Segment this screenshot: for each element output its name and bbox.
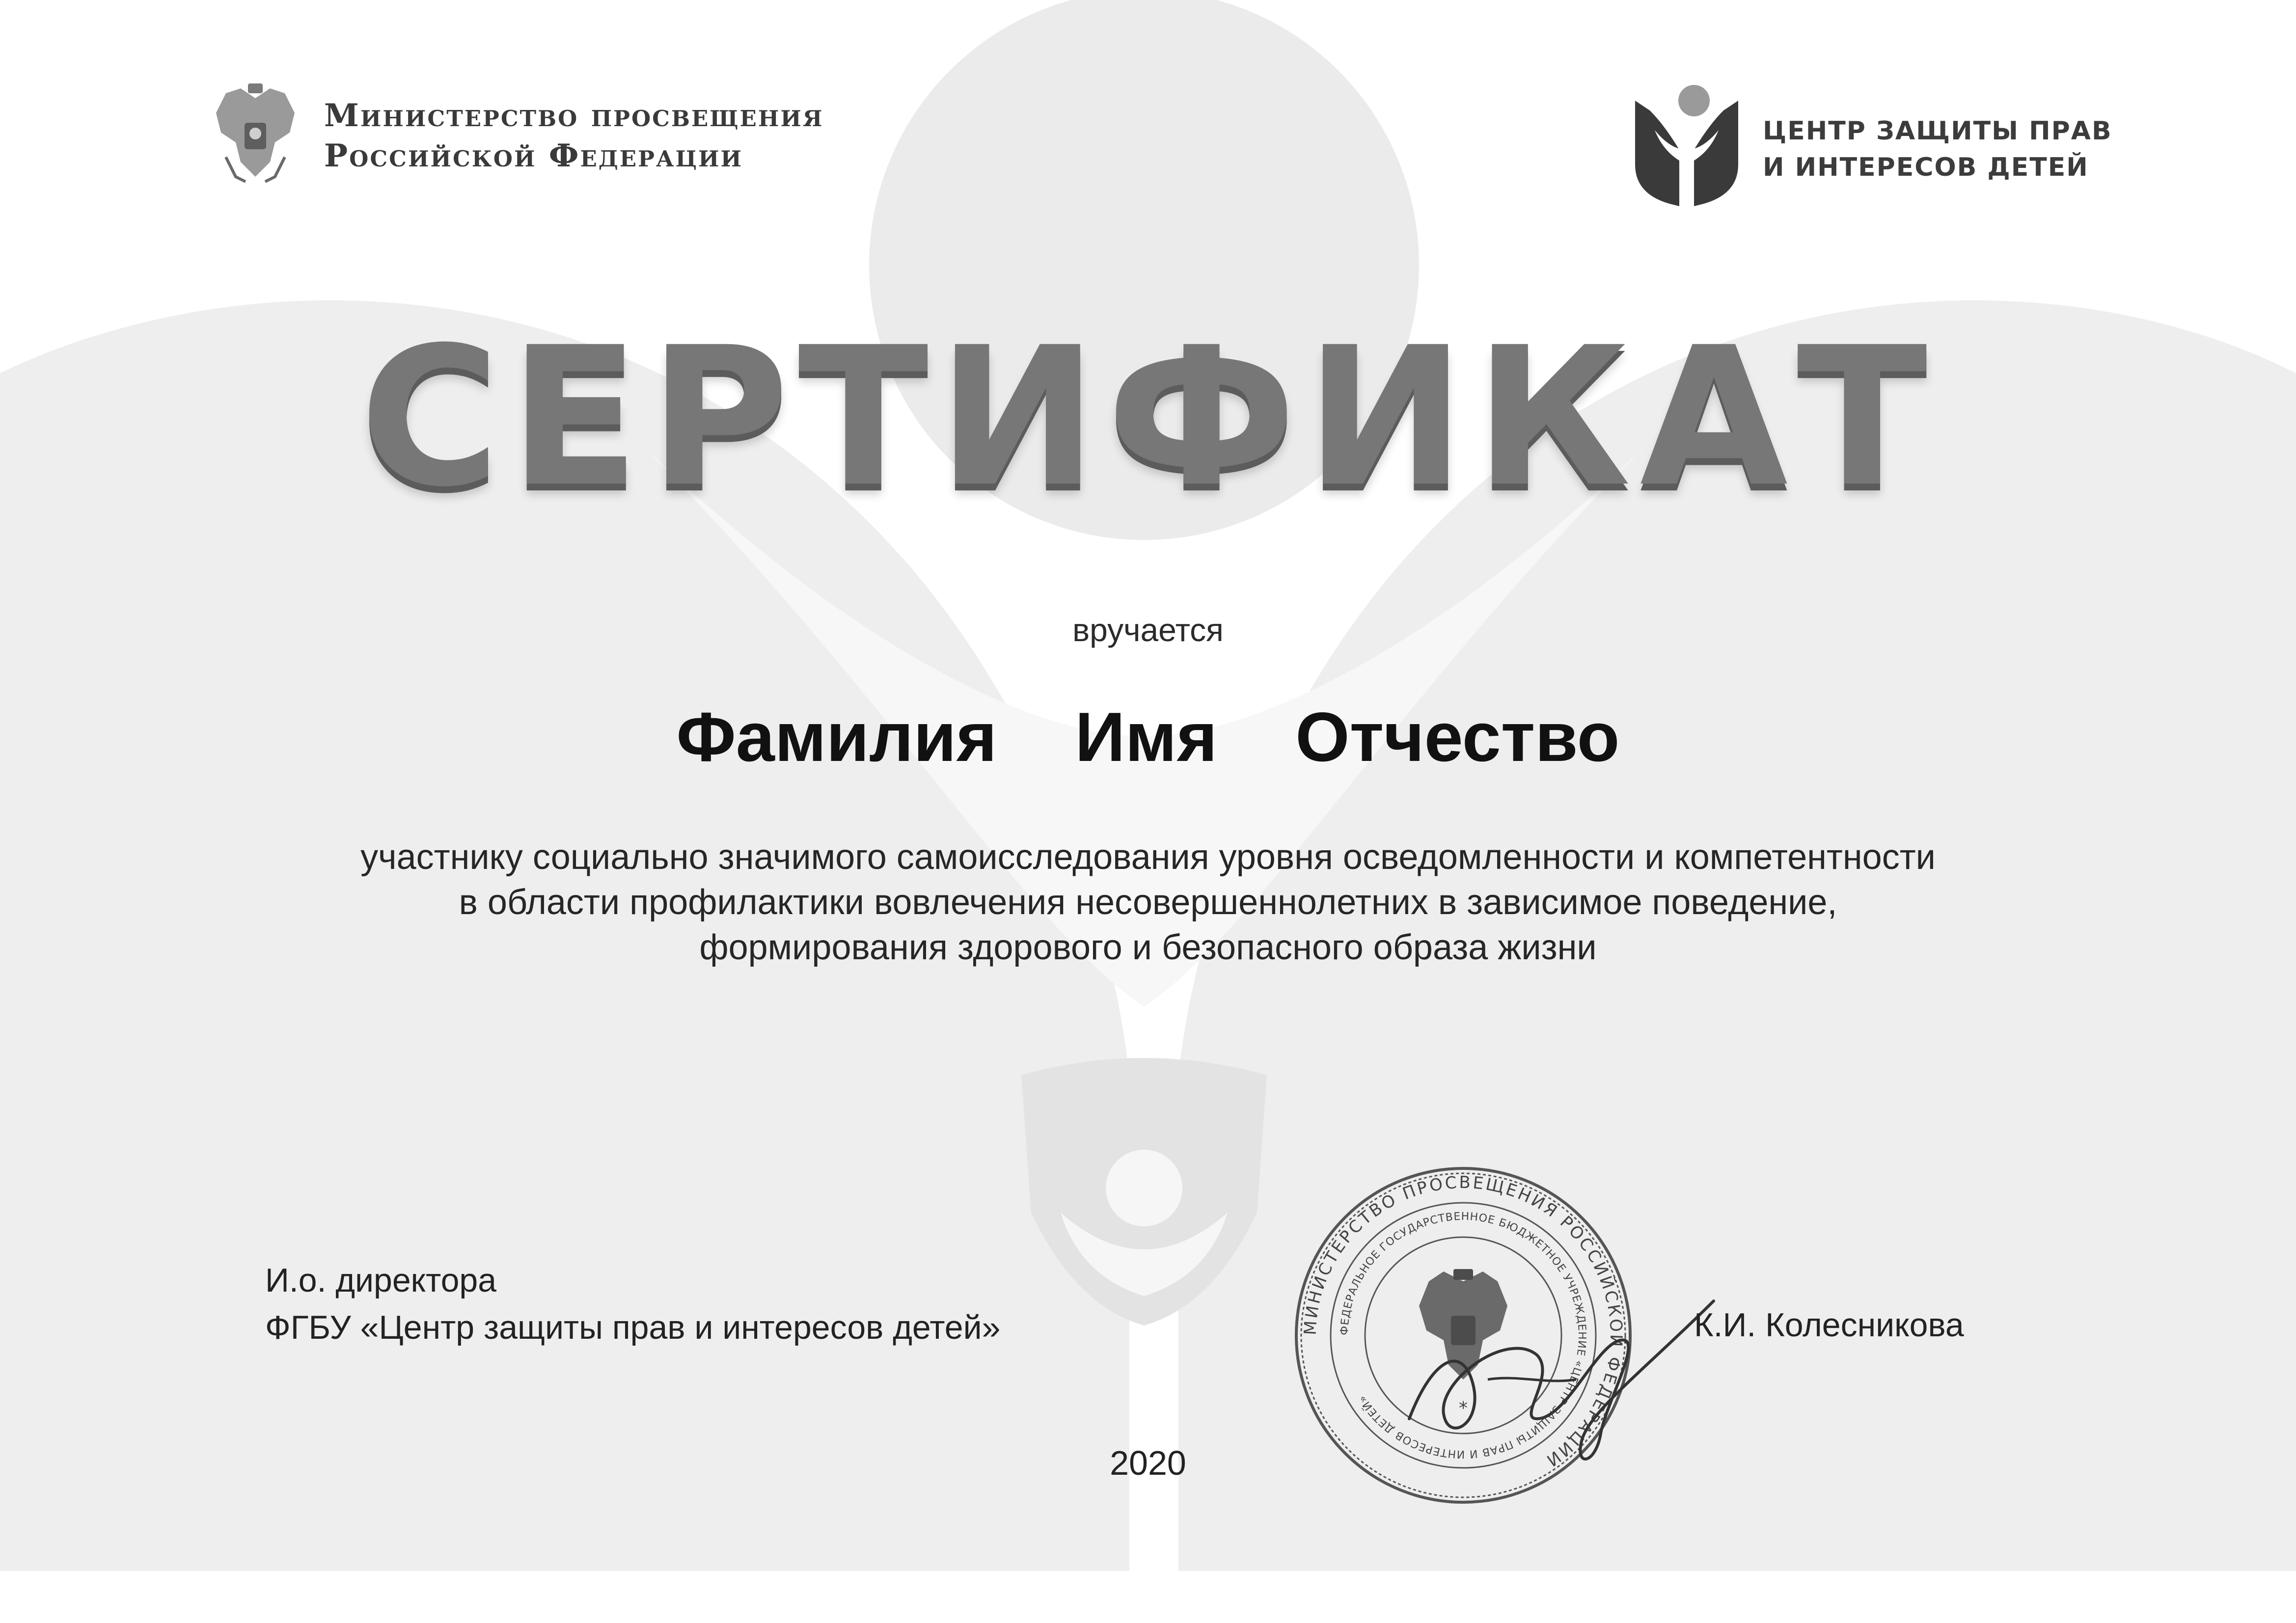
seal-inner-text: ФЕДЕРАЛЬНОЕ ГОСУДАРСТВЕННОЕ БЮДЖЕТНОЕ УЧРЕЖДЕНИЕ «ЦЕНТР ЗАЩИТЫ ПРАВ И ИНТЕРЕСОВ ДЕТЕЙ»: [1338, 1210, 1588, 1461]
signer-position: [265, 1257, 1247, 1351]
center-name: [1763, 113, 2205, 186]
ministry-name-line-2: Российской Федерации: [324, 137, 743, 174]
center-logo-icon: [1625, 81, 1748, 214]
center-name-line-1: ЦЕНТР ЗАЩИТЫ ПРАВ: [1763, 116, 2112, 146]
description-line-3: формирования здорового и безопасного образа жизни: [699, 928, 1597, 967]
signer-position-line-2: ФГБУ «Центр защиты прав и интересов детей»: [265, 1309, 1001, 1346]
description-line-1: участнику социально значимого самоисследования уровня осведомленности и компетентности: [360, 838, 1936, 877]
signer-name: К.И. Колесникова: [1694, 1306, 1964, 1344]
recipient-name: Фамилия Имя Отчество: [676, 698, 1620, 776]
ministry-name-line-1: Министерство просвещения: [324, 97, 824, 134]
awarded-label: вручается: [1072, 612, 1224, 648]
description: [147, 835, 2149, 970]
signer-position-line-1: И.о. директора: [265, 1262, 497, 1299]
issue-year: 2020: [1110, 1444, 1186, 1482]
svg-text:*: *: [1459, 1398, 1468, 1418]
coat-of-arms-emblem: [206, 79, 304, 191]
ministry-name: [324, 96, 962, 176]
seal-outer-text: МИНИСТЕРСТВО ПРОСВЕЩЕНИЯ РОССИЙСКОЙ ФЕДЕРАЦИИ: [1300, 1172, 1626, 1471]
description-line-2: в области профилактики вовлечения несовершеннолетних в зависимое поведение,: [459, 883, 1837, 922]
center-name-line-2: И ИНТЕРЕСОВ ДЕТЕЙ: [1763, 153, 2089, 182]
certificate-title: СЕРТИФИКАТ: [359, 306, 1937, 529]
